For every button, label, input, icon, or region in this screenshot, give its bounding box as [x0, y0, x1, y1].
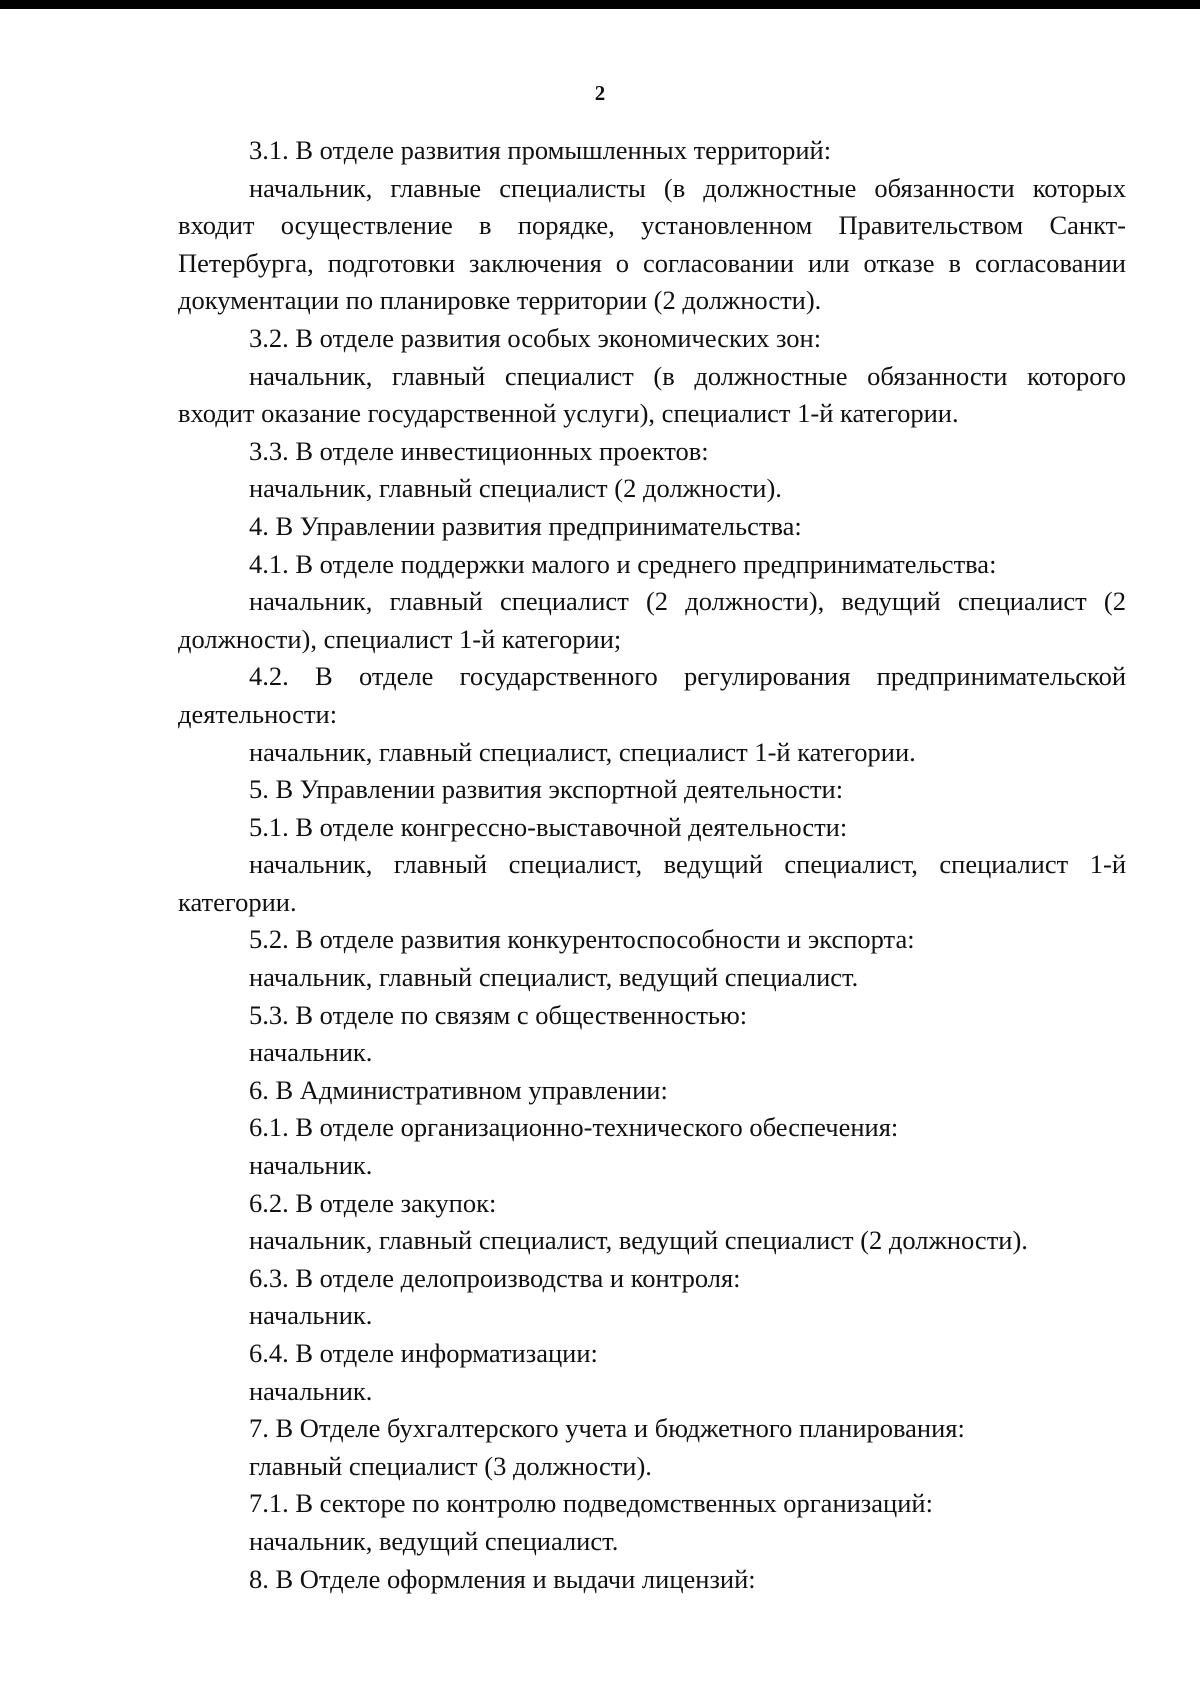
paragraph: 3.2. В отделе развития особых экономических зон:: [249, 322, 822, 353]
paragraph: начальник, ведущий специалист.: [249, 1525, 619, 1556]
scan-top-edge: [0, 0, 1200, 9]
paragraph: начальник, главные специалисты (в должностные обязанности которых входит осуществление в порядке, установленном Правительством Санкт-Петербурга, подготовки заключения о согласовании или отказе в согласовании документации по планировке территории (2 должности).: [178, 172, 1126, 316]
paragraph: 6.3. В отделе делопроизводства и контроля:: [249, 1262, 741, 1293]
paragraph: начальник.: [249, 1037, 373, 1068]
paragraph: 5.1. В отделе конгрессно-выставочной деятельности:: [249, 811, 848, 842]
paragraph: 8. В Отделе оформления и выдачи лицензий:: [249, 1563, 756, 1594]
paragraph: 7. В Отделе бухгалтерского учета и бюджетного планирования:: [249, 1413, 965, 1444]
paragraph: 4.2. В отделе государственного регулирования предпринимательской деятельности:: [178, 661, 1126, 729]
paragraph: начальник, главный специалист, ведущий специалист.: [249, 962, 859, 993]
paragraph: главный специалист (3 должности).: [249, 1450, 652, 1481]
paragraph: 6.4. В отделе информатизации:: [249, 1338, 598, 1368]
paragraph: 4. В Управлении развития предпринимательства:: [249, 510, 802, 541]
paragraph: начальник, главный специалист, ведущий специалист, специалист 1-й категории.: [178, 849, 1126, 917]
paragraph: начальник.: [249, 1375, 373, 1406]
paragraph: начальник, главный специалист (2 должности), ведущий специалист (2 должности), специалист 1-й категории;: [178, 586, 1126, 654]
paragraph: начальник.: [249, 1300, 373, 1331]
paragraph: 3.3. В отделе инвестиционных проектов:: [249, 435, 709, 466]
paragraph: 5.3. В отделе по связям с общественностью:: [249, 999, 748, 1030]
page-number: 2: [594, 81, 606, 105]
paragraph: 3.1. В отделе развития промышленных территорий:: [249, 135, 832, 165]
document-body: [178, 132, 1126, 1598]
paragraph: начальник, главный специалист (2 должности).: [249, 473, 782, 504]
paragraph: начальник, главный специалист, специалист 1-й категории.: [249, 736, 916, 767]
paragraph: 5. В Управлении развития экспортной деятельности:: [249, 774, 844, 805]
paragraph: 6. В Административном управлении:: [249, 1074, 668, 1105]
paragraph: 6.1. В отделе организационно-технического обеспечения:: [249, 1112, 899, 1143]
paragraph: 6.2. В отделе закупок:: [249, 1187, 497, 1218]
paragraph: начальник.: [249, 1150, 373, 1181]
paragraph: начальник, главный специалист (в должностные обязанности которого входит оказание государственной услуги), специалист 1-й категории.: [178, 360, 1126, 429]
paragraph: 4.1. В отделе поддержки малого и среднего предпринимательства:: [249, 548, 997, 579]
paragraph: 5.2. В отделе развития конкурентоспособности и экспорта:: [249, 924, 915, 955]
paragraph: 7.1. В секторе по контролю подведомственных организаций:: [249, 1488, 933, 1519]
paragraph: начальник, главный специалист, ведущий специалист (2 должности).: [249, 1225, 1028, 1256]
